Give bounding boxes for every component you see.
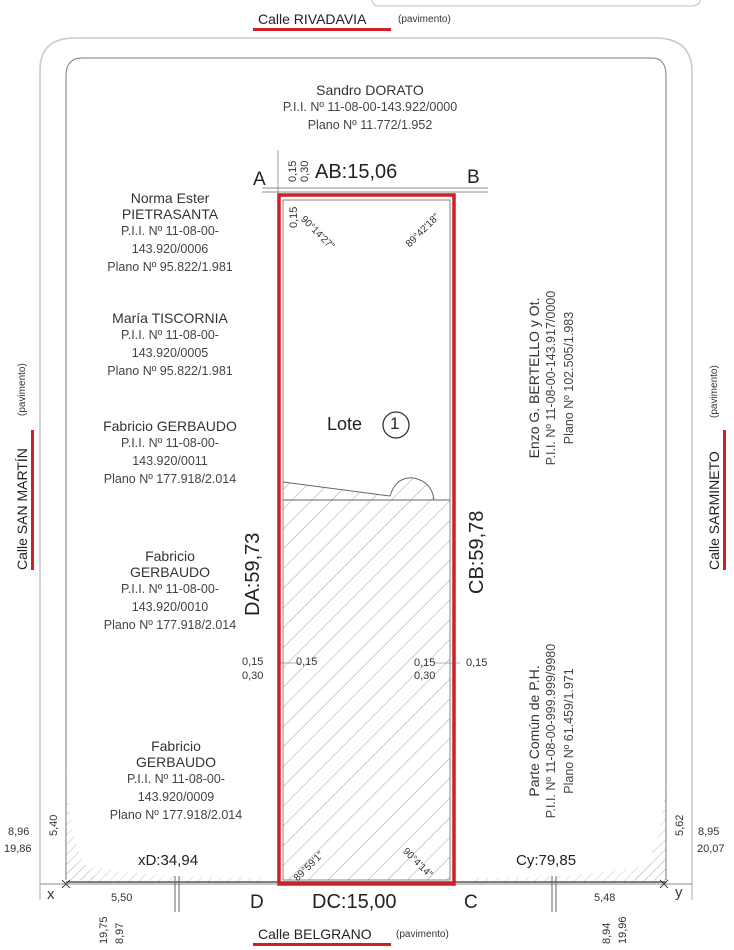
lot-number: 1 — [390, 414, 400, 433]
lot-hatch — [283, 500, 450, 880]
dim-cb: CB:59,78 — [466, 510, 488, 594]
dim-bot-897: 8,97 — [114, 922, 126, 944]
dim-bot-894: 8,94 — [601, 922, 613, 944]
vertex-x: x — [47, 886, 55, 903]
neighbor-north-pii: P.I.I. Nº 11-08-00-143.922/0000 — [282, 100, 458, 114]
angle-c: 90°4'14" — [400, 846, 435, 881]
dim-xd: xD:34,94 — [138, 852, 199, 869]
street-south-underline — [253, 943, 391, 946]
street-south-note: (pavimento) — [396, 929, 449, 940]
street-east-underline — [723, 430, 726, 570]
neighbor-west-3: Fabricio GERBAUDO P.I.I. Nº 11-08-00- 143.920/0011 Plano Nº 177.918/2.014 — [103, 418, 237, 486]
dim-bot-550: 5,50 — [111, 892, 133, 904]
dim-e030: 0,30 — [414, 670, 436, 682]
vertex-y: y — [675, 884, 683, 901]
dim-left-1986: 19,86 — [4, 843, 32, 855]
vertex-a: A — [253, 169, 266, 190]
neighbor-west-2: María TISCORNIA P.I.I. Nº 11-08-00- 143.920/0005 Plano Nº 95.822/1.981 — [107, 310, 233, 378]
dim-left-015: 0,15 — [288, 206, 300, 228]
neighbor-north — [250, 82, 490, 134]
neighbor-north-plano: Plano Nº 11.772/1.952 — [307, 118, 433, 132]
street-east-label: Calle SARMINETO — [706, 451, 722, 570]
neighbor-east-top: Enzo G. BERTELLO y Ot. P.I.I. Nº 11-08-00-143.917/0000 Plano Nº 102.505/1.983 — [526, 290, 576, 466]
dim-e015a: 0,15 — [414, 657, 436, 669]
neighbor-west-5: Fabricio GERBAUDO P.I.I. Nº 11-08-00- 143.920/0009 Plano Nº 177.918/2.014 — [109, 738, 243, 822]
neighbor-west-1: Norma Ester PIETRASANTA P.I.I. Nº 11-08-00- 143.920/0006 Plano Nº 95.822/1.981 — [107, 190, 233, 274]
top-curb — [372, 0, 700, 6]
dim-bot-548: 5,48 — [594, 892, 616, 904]
street-east-note: (pavimento) — [709, 365, 720, 418]
street-west-underline — [31, 430, 34, 570]
dim-left-896: 8,96 — [8, 826, 30, 838]
dim-right-895: 8,95 — [698, 826, 720, 838]
lot-label: Lote — [327, 414, 363, 434]
dim-dc: DC:15,00 — [312, 891, 397, 913]
se-corner-hatch — [632, 748, 666, 880]
dim-e015b: 0,15 — [466, 657, 488, 669]
dim-left-540: 5,40 — [48, 814, 60, 836]
angle-d: 89°59'1" — [292, 849, 327, 884]
dim-w030: 0,30 — [242, 670, 264, 682]
dim-top-015: 0,15 — [287, 160, 299, 182]
lot-hatch-wedge — [283, 478, 434, 500]
dim-top-030: 0,30 — [299, 160, 311, 182]
street-north-note: (pavimento) — [398, 14, 451, 25]
neighbor-west-4: Fabricio GERBAUDO P.I.I. Nº 11-08-00- 143.920/0010 Plano Nº 177.918/2.014 — [103, 548, 237, 632]
vertex-b: B — [467, 167, 480, 188]
street-north-label: Calle RIVADAVIA — [258, 11, 367, 27]
vertex-c: C — [464, 892, 478, 913]
dim-w015a: 0,15 — [242, 656, 264, 668]
dim-bot-1996: 19,96 — [617, 916, 629, 944]
dim-ab: AB:15,06 — [315, 161, 398, 183]
dim-right-2007: 20,07 — [697, 843, 725, 855]
street-west-note: (pavimento) — [17, 363, 28, 416]
dim-right-562: 5,62 — [674, 814, 686, 836]
street-north-underline — [253, 28, 391, 31]
dim-cy: Cy:79,85 — [516, 852, 577, 869]
neighbor-north-name: Sandro DORATO — [316, 82, 424, 98]
street-west-label: Calle SAN MARTÍN — [14, 448, 30, 570]
angle-b: 89°42'18" — [404, 211, 443, 250]
neighbor-east-bottom: Parte Común de P.H. P.I.I. Nº 11-08-00-999.999/9980 Plano Nº 61.459/1.971 — [526, 643, 576, 819]
dim-da: DA:59,73 — [242, 532, 264, 616]
dim-w015b: 0,15 — [296, 656, 318, 668]
street-south-label: Calle BELGRANO — [258, 926, 372, 942]
vertex-d: D — [250, 892, 264, 913]
angle-a: 90°14'27" — [298, 214, 337, 253]
dim-bot-1975: 19,75 — [98, 916, 110, 944]
